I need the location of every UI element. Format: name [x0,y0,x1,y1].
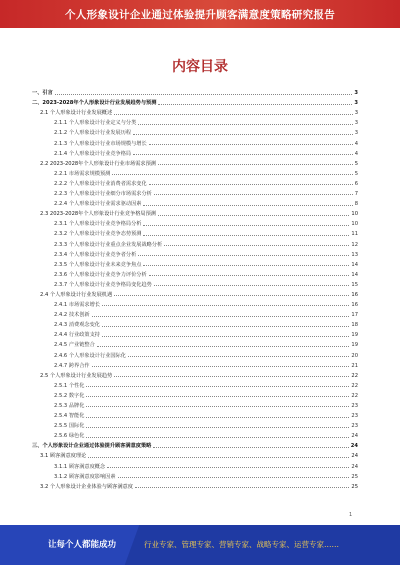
toc-entry[interactable] [32,217,358,227]
toc-dot-leader [158,164,353,165]
toc-entry-page: 8 [354,201,358,208]
toc-entry[interactable] [32,429,358,439]
toc-entry-text: 2.5.2 数字化 [54,392,85,399]
toc-dot-leader [135,487,349,488]
toc-entry-text: 2.3 2023-2028年个人形象设计行业竞争格局预测 [40,211,156,218]
toc-dot-leader [149,144,353,145]
toc-entry-page: 22 [351,382,358,389]
toc-entry-text: 2.1.1 个人形象设计行业定义与分类 [54,120,137,127]
toc-entry[interactable] [32,177,358,187]
toc-entry[interactable] [32,126,358,136]
toc-entry-text: 二、2023-2028年个人形象设计行业发展趋势与预测 [32,100,157,107]
toc-dot-leader [118,477,350,478]
toc-entry[interactable] [32,439,358,449]
toc-dot-leader [92,366,350,367]
table-of-contents [32,86,358,490]
toc-entry[interactable] [32,459,358,469]
toc-dot-leader [88,457,349,458]
toc-dot-leader [153,447,348,448]
toc-entry-text: 2.1.2 个人形象设计行业发展历程 [54,130,132,137]
toc-entry-text: 2.2 2023-2028年个人形象设计行业市场需求预测 [40,160,156,167]
toc-entry-page: 24 [351,433,358,440]
toc-entry-page: 25 [351,483,358,490]
toc-entry[interactable] [32,409,358,419]
footer-banner [0,525,400,565]
toc-entry[interactable] [32,348,358,358]
toc-entry-page: 22 [351,392,358,399]
toc-dot-leader [86,396,349,397]
toc-entry[interactable] [32,268,358,278]
toc-entry[interactable] [32,470,358,480]
toc-entry[interactable] [32,278,358,288]
toc-entry-text: 2.3.7 个人形象设计行业竞争格局变化趋势 [54,281,152,288]
toc-dot-leader [102,336,349,337]
toc-entry-text: 2.3.6 个人形象设计行业竞争力评价分析 [54,271,147,278]
toc-entry-page: 21 [351,362,358,369]
toc-entry-text: 2.5 个人形象设计行业发展趋势 [40,372,113,379]
toc-entry[interactable] [32,157,358,167]
toc-entry[interactable] [32,248,358,258]
toc-entry[interactable] [32,258,358,268]
toc-entry-page: 17 [351,312,358,319]
toc-entry[interactable] [32,389,358,399]
toc-dot-leader [138,124,352,125]
toc-dot-leader [107,467,349,468]
toc-entry-page: 4 [354,150,358,157]
toc-dot-leader [149,184,353,185]
toc-entry[interactable] [32,449,358,459]
toc-entry-text: 2.1 个人形象设计行业发展概述 [40,110,113,117]
toc-dot-leader [97,346,350,347]
toc-entry-page: 25 [351,473,358,480]
toc-entry-page: 12 [351,241,358,248]
toc-dot-leader [112,174,352,175]
toc-entry[interactable] [32,86,358,96]
toc-entry-page: 3 [354,110,358,117]
toc-entry[interactable] [32,136,358,146]
toc-entry-text: 2.3.3 个人形象设计行业重点企业发展战略分析 [54,241,163,248]
toc-entry-page: 24 [350,443,358,450]
toc-entry[interactable] [32,197,358,207]
toc-dot-leader [143,225,349,226]
toc-entry-text: 一、引言 [32,90,53,97]
toc-entry-text: 2.3.1 个人形象设计行业竞争格局分析 [54,221,142,228]
toc-entry-text: 2.5.4 智能化 [54,413,85,420]
toc-dot-leader [114,295,349,296]
toc-dot-leader [86,386,349,387]
toc-dot-leader [86,406,349,407]
toc-entry-page: 6 [354,180,358,187]
toc-entry-text: 3.1.1 顾客满意度概念 [54,463,106,470]
toc-dot-leader [154,194,353,195]
toc-entry-text: 三、个人形象设计企业通过体验提升顾客满意度策略 [32,443,152,450]
toc-entry-page: 16 [351,291,358,298]
toc-entry-text: 2.4.6 个人形象设计行业国际化 [54,352,126,359]
toc-entry[interactable] [32,480,358,490]
toc-entry-page: 23 [351,423,358,430]
toc-entry[interactable] [32,167,358,177]
toc-entry-text: 2.4.1 市场需求增长 [54,302,100,309]
toc-entry-page: 3 [354,100,358,107]
toc-entry-page: 19 [351,342,358,349]
toc-dot-leader [92,316,350,317]
toc-entry[interactable] [32,318,358,328]
toc-entry[interactable] [32,207,358,217]
toc-entry-page: 19 [351,332,358,339]
toc-entry[interactable] [32,237,358,247]
toc-entry-page: 3 [354,120,358,127]
toc-entry-page: 14 [351,261,358,268]
toc-entry[interactable] [32,227,358,237]
toc-dot-leader [158,104,352,105]
toc-dot-leader [55,94,353,95]
toc-entry-page: 10 [351,221,358,228]
toc-heading: 内容目录 [172,59,228,75]
toc-entry-text: 2.2.1 市场需求规模预测 [54,170,111,177]
toc-dot-leader [114,376,349,377]
toc-entry[interactable] [32,338,358,348]
toc-entry-page: 14 [351,271,358,278]
toc-entry-text: 2.4.3 消费观念变化 [54,322,100,329]
toc-entry[interactable] [32,298,358,308]
toc-dot-leader [138,255,349,256]
toc-entry-text: 2.1.4 个人形象设计行业竞争格局 [54,150,132,157]
toc-dot-leader [133,134,353,135]
toc-entry-text: 2.5.6 绿色化 [54,433,85,440]
toc-entry[interactable] [32,106,358,116]
toc-dot-leader [86,427,349,428]
toc-entry-text: 2.2.4 个人形象设计行业需求驱动因素 [54,201,142,208]
page-number: 1 [349,512,353,518]
toc-dot-leader [102,326,349,327]
footer-experts: 行业专家、管理专家、营销专家、战略专家、运营专家…… [144,540,339,549]
toc-entry-page: 3 [354,130,358,137]
report-header-banner [0,0,400,28]
toc-dot-leader [102,305,349,306]
toc-dot-leader [114,114,353,115]
toc-entry-text: 2.5.1 个性化 [54,382,85,389]
toc-entry[interactable] [32,187,358,197]
toc-entry-page: 22 [351,372,358,379]
toc-entry[interactable] [32,359,358,369]
toc-entry-text: 2.5.5 国际化 [54,423,85,430]
toc-dot-leader [128,356,349,357]
toc-entry-text: 3.1 顾客满意度理论 [40,453,87,460]
toc-dot-leader [86,437,349,438]
toc-entry[interactable] [32,288,358,298]
toc-entry-text: 2.4 个人形象设计行业发展机遇 [40,291,113,298]
toc-entry-page: 10 [351,211,358,218]
toc-entry-text: 2.2.3 个人形象设计行业细分市场需求分析 [54,191,152,198]
toc-entry[interactable] [32,379,358,389]
toc-entry-text: 2.3.2 个人形象设计行业竞争态势预测 [54,231,142,238]
toc-entry[interactable] [32,308,358,318]
toc-entry-page: 5 [354,170,358,177]
footer-slogan: 让每个人都能成功 [48,540,117,550]
toc-entry-text: 2.1.3 个人形象设计行业市场规模与增长 [54,140,147,147]
toc-dot-leader [158,215,349,216]
toc-entry-text: 3.1.2 顾客满意度影响因素 [54,473,116,480]
toc-entry-page: 20 [351,352,358,359]
toc-entry-text: 2.4.5 产业链整合 [54,342,95,349]
toc-entry-page: 4 [354,140,358,147]
toc-dot-leader [133,154,353,155]
toc-dot-leader [143,265,349,266]
toc-entry-page: 5 [354,160,358,167]
toc-entry[interactable] [32,328,358,338]
toc-entry-text: 2.3.5 个人形象设计行业未来竞争焦点 [54,261,142,268]
toc-dot-leader [86,417,349,418]
toc-dot-leader [154,285,350,286]
toc-entry-page: 23 [351,413,358,420]
toc-entry-text: 3.2 个人形象设计企业体验与顾客满意度 [40,483,133,490]
toc-entry-page: 18 [351,322,358,329]
toc-entry-page: 7 [354,191,358,198]
toc-dot-leader [143,235,349,236]
toc-dot-leader [164,245,349,246]
toc-entry[interactable] [32,96,358,106]
report-title: 个人形象设计企业通过体验提升顾客满意度策略研究报告 [65,8,335,21]
toc-entry[interactable] [32,369,358,379]
toc-dot-leader [149,275,350,276]
toc-entry-text: 2.2.2 个人形象设计行业消费者需求变化 [54,180,147,187]
toc-entry[interactable] [32,116,358,126]
toc-entry-page: 24 [351,463,358,470]
toc-entry-text: 2.4.2 技术创新 [54,312,90,319]
toc-entry[interactable] [32,419,358,429]
toc-entry-page: 15 [351,281,358,288]
toc-entry[interactable] [32,147,358,157]
toc-entry-page: 13 [351,251,358,258]
toc-dot-leader [143,205,352,206]
toc-entry-page: 11 [351,231,358,238]
toc-entry[interactable] [32,399,358,409]
toc-entry-text: 2.4.4 行业政策支持 [54,332,100,339]
toc-entry-page: 16 [351,302,358,309]
toc-entry-page: 23 [351,403,358,409]
toc-entry-text: 2.3.4 个人形象设计行业竞争者分析 [54,251,137,258]
toc-entry-page: 24 [351,453,358,460]
toc-entry-page: 3 [354,90,358,97]
toc-entry-text: 2.5.3 品牌化 [54,403,85,409]
toc-entry-text: 2.4.7 跨界合作 [54,362,90,369]
